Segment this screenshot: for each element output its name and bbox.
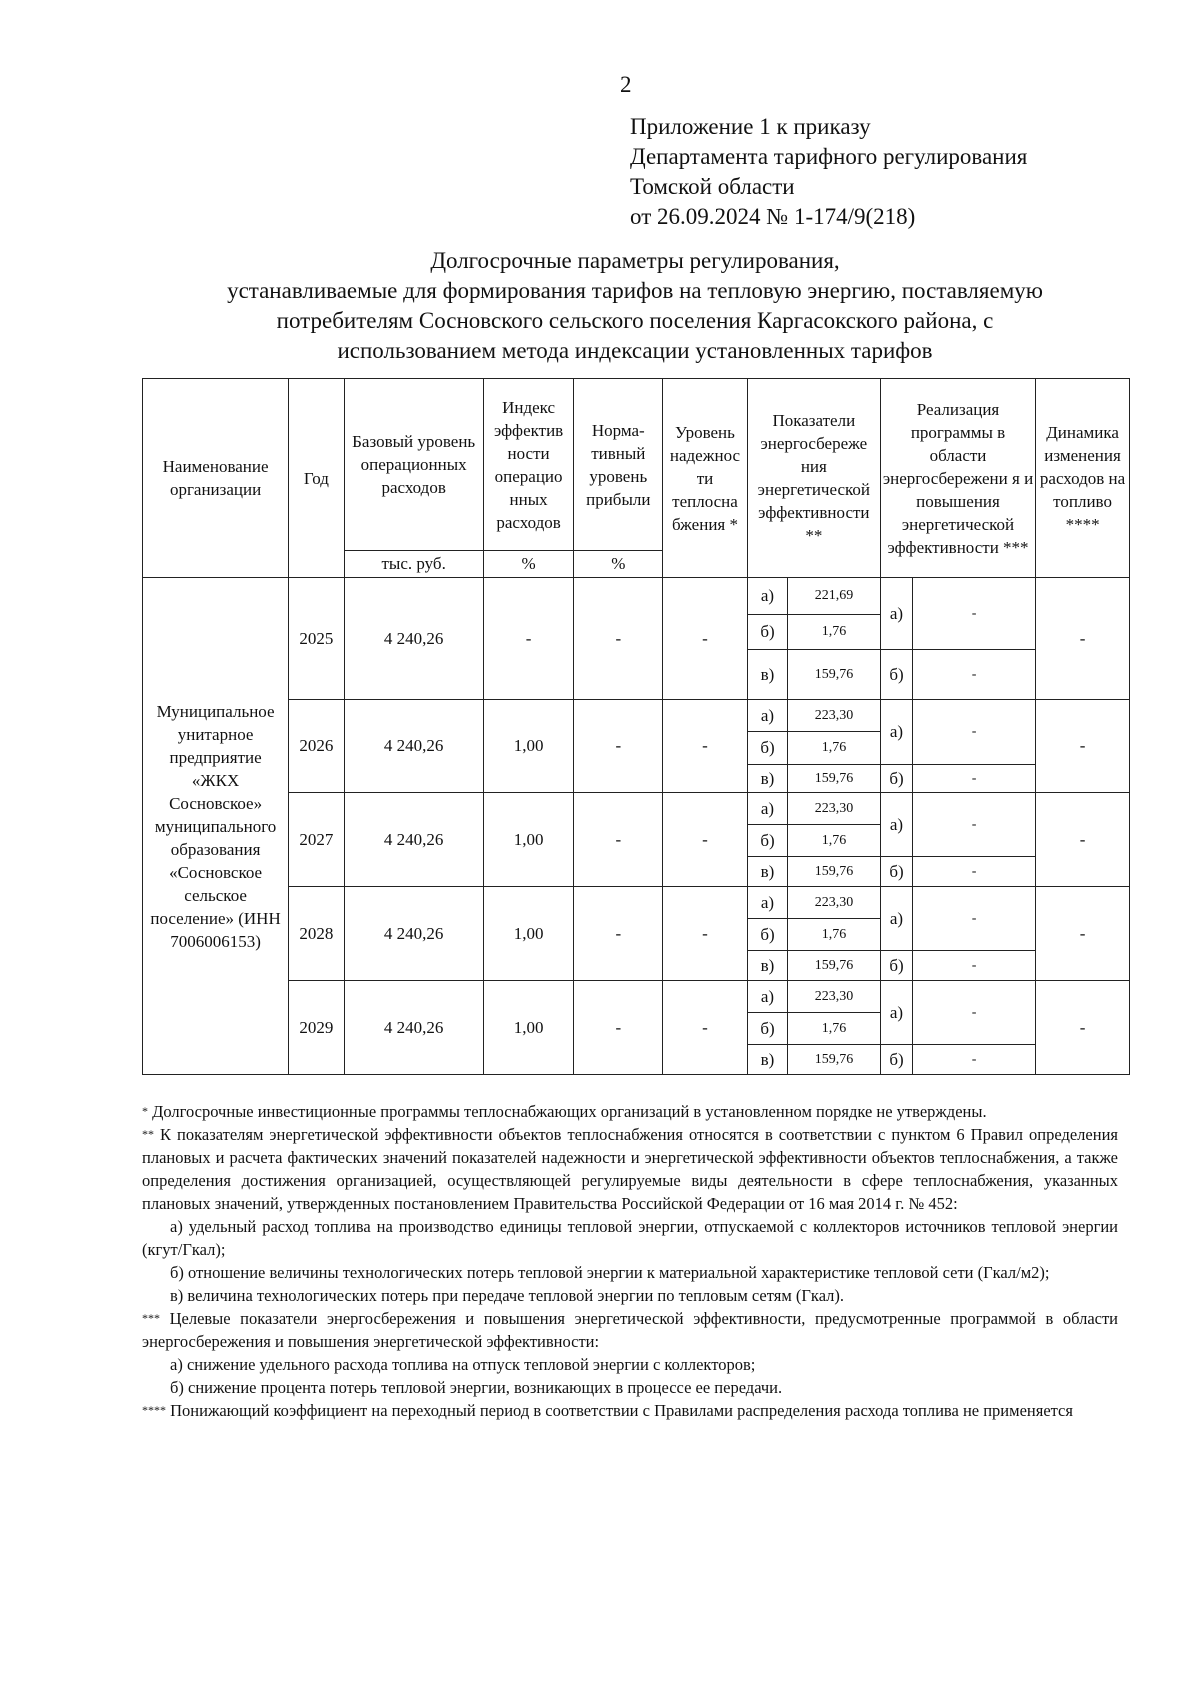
fuel-dynamics-cell: - — [1036, 700, 1130, 793]
program-label: б) — [880, 765, 912, 793]
program-value: - — [913, 578, 1036, 650]
footnote-text: Долгосрочные инвестиционные программы теплоснабжающих организаций в установленном порядке не утверждены. — [152, 1102, 987, 1121]
indicator-value: 159,76 — [788, 951, 881, 981]
fuel-dynamics-cell: - — [1036, 981, 1130, 1075]
profit-cell: - — [574, 981, 663, 1075]
footnote-3 — [142, 1307, 1118, 1353]
indicator-label: а) — [747, 793, 787, 825]
indicator-label: а) — [747, 981, 787, 1013]
indicator-label: в) — [747, 951, 787, 981]
footnote-2a: а) удельный расход топлива на производство единицы тепловой энергии, отпускаемой с коллекторов источников тепловой энергии (кгут/Гкал); — [142, 1217, 1118, 1259]
program-value: - — [913, 857, 1036, 887]
program-value: - — [913, 650, 1036, 700]
header-org: Наименование организации — [143, 379, 289, 578]
fuel-dynamics-cell: - — [1036, 793, 1130, 887]
document-title — [140, 246, 1130, 366]
footnote-text: Понижающий коэффициент на переходный период в соответствии с Правилами распределения расхода топлива не применяется — [170, 1401, 1073, 1420]
footnotes — [142, 1100, 1118, 1422]
appendix-line: Департамента тарифного регулирования — [630, 144, 1028, 169]
indicator-label: а) — [747, 887, 787, 919]
appendix-line: Томской области — [630, 174, 795, 199]
footnote-2c: в) величина технологических потерь при передаче тепловой энергии по тепловым сетям (Гкал). — [170, 1286, 845, 1305]
footnote-mark: *** — [142, 1311, 160, 1325]
table-row — [143, 700, 1130, 732]
indicator-value: 221,69 — [788, 578, 881, 615]
footnote-1 — [142, 1100, 1118, 1123]
indicator-label: в) — [747, 1045, 787, 1075]
header-year: Год — [289, 379, 344, 578]
header-profit-level: Норма-тивный уровень прибыли — [574, 379, 663, 551]
regulation-parameters-table — [142, 378, 1130, 1075]
year-cell: 2029 — [289, 981, 344, 1075]
reliability-cell: - — [663, 578, 748, 700]
header-reliability: Уровень надежнос ти теплосна бжения * — [663, 379, 748, 578]
program-value: - — [913, 887, 1036, 951]
indicator-value: 159,76 — [788, 857, 881, 887]
indicator-value: 1,76 — [788, 919, 881, 951]
program-value: - — [913, 981, 1036, 1045]
efficiency-index-cell: 1,00 — [483, 700, 574, 793]
unit-profit: % — [574, 551, 663, 578]
footnote-4 — [142, 1399, 1118, 1422]
unit-index: % — [483, 551, 574, 578]
fuel-dynamics-cell: - — [1036, 578, 1130, 700]
header-row — [143, 379, 1130, 551]
indicator-label: в) — [747, 650, 787, 700]
program-label: а) — [880, 793, 912, 857]
indicator-label: б) — [747, 1013, 787, 1045]
unit-base: тыс. руб. — [344, 551, 483, 578]
indicator-value: 223,30 — [788, 981, 881, 1013]
table-row — [143, 981, 1130, 1013]
footnote-2 — [142, 1123, 1118, 1215]
indicator-label: б) — [747, 732, 787, 765]
program-label: а) — [880, 887, 912, 951]
header-efficiency-index: Индекс эффектив ности операцио нных расходов — [483, 379, 574, 551]
profit-cell: - — [574, 887, 663, 981]
program-value: - — [913, 951, 1036, 981]
base-level-cell: 4 240,26 — [344, 981, 483, 1075]
header-base-level: Базовый уровень операционных расходов — [344, 379, 483, 551]
header-fuel-dynamics: Динамика изменения расходов на топливо **** — [1036, 379, 1130, 578]
program-value: - — [913, 1045, 1036, 1075]
indicator-value: 1,76 — [788, 615, 881, 650]
indicator-value: 159,76 — [788, 650, 881, 700]
title-line: Долгосрочные параметры регулирования, — [430, 248, 840, 273]
table-row — [143, 887, 1130, 919]
year-cell: 2026 — [289, 700, 344, 793]
base-level-cell: 4 240,26 — [344, 793, 483, 887]
appendix-line: Приложение 1 к приказу — [630, 114, 871, 139]
program-label: б) — [880, 650, 912, 700]
year-cell: 2027 — [289, 793, 344, 887]
program-label: а) — [880, 700, 912, 765]
indicator-value: 223,30 — [788, 700, 881, 732]
header-energy-indicators: Показатели энергосбереже ния энергетической эффективности ** — [747, 379, 880, 578]
reliability-cell: - — [663, 887, 748, 981]
table-row — [143, 578, 1130, 615]
header-energy-program: Реализация программы в области энергосбережени я и повышения энергетической эффективности *** — [880, 379, 1035, 578]
program-label: а) — [880, 981, 912, 1045]
program-label: б) — [880, 951, 912, 981]
footnote-mark: * — [142, 1104, 148, 1118]
indicator-label: б) — [747, 825, 787, 857]
footnote-text: К показателям энергетической эффективности объектов теплоснабжения относятся в соответствии с пунктом 6 Правил определения плановых и расчета фактических значений показателей надежности и энергетической эффективности объектов теплоснабжения, а также определения достижения организацией, осуществляющей регулируемые виды деятельности в сфере теплоснабжения, указанных плановых значений, утвержденных постановлением Правительства Российской Федерации от 16 мая 2014 г. № 452: — [142, 1125, 1118, 1213]
profit-cell: - — [574, 578, 663, 700]
indicator-value: 159,76 — [788, 1045, 881, 1075]
indicator-label: а) — [747, 578, 787, 615]
base-level-cell: 4 240,26 — [344, 700, 483, 793]
title-line: устанавливаемые для формирования тарифов на тепловую энергию, поставляемую — [227, 278, 1043, 303]
appendix-block — [630, 112, 1027, 232]
program-value: - — [913, 765, 1036, 793]
profit-cell: - — [574, 793, 663, 887]
title-line: использованием метода индексации установленных тарифов — [337, 338, 933, 363]
year-cell: 2025 — [289, 578, 344, 700]
indicator-value: 1,76 — [788, 825, 881, 857]
year-cell: 2028 — [289, 887, 344, 981]
table-row — [143, 793, 1130, 825]
title-line: потребителям Сосновского сельского поселения Каргасокского района, с — [276, 308, 994, 333]
footnote-2b: б) отношение величины технологических потерь тепловой энергии к материальной характеристике тепловой сети (Гкал/м2); — [170, 1263, 1050, 1282]
footnote-3a: а) снижение удельного расхода топлива на отпуск тепловой энергии с коллекторов; — [170, 1355, 756, 1374]
program-label: б) — [880, 857, 912, 887]
profit-cell: - — [574, 700, 663, 793]
footnote-mark: ** — [142, 1127, 154, 1141]
reliability-cell: - — [663, 793, 748, 887]
efficiency-index-cell: 1,00 — [483, 793, 574, 887]
base-level-cell: 4 240,26 — [344, 887, 483, 981]
indicator-label: а) — [747, 700, 787, 732]
footnote-3b: б) снижение процента потерь тепловой энергии, возникающих в процессе ее передачи. — [170, 1378, 783, 1397]
indicator-value: 1,76 — [788, 1013, 881, 1045]
indicator-label: б) — [747, 615, 787, 650]
org-name-cell: Муниципальное унитарное предприятие «ЖКХ Сосновское» муниципального образования «Сосновское сельское поселение» (ИНН 7006006153) — [143, 578, 289, 1075]
efficiency-index-cell: - — [483, 578, 574, 700]
base-level-cell: 4 240,26 — [344, 578, 483, 700]
indicator-value: 1,76 — [788, 732, 881, 765]
efficiency-index-cell: 1,00 — [483, 981, 574, 1075]
indicator-value: 223,30 — [788, 887, 881, 919]
program-value: - — [913, 793, 1036, 857]
indicator-label: б) — [747, 919, 787, 951]
appendix-order-number: от 26.09.2024 № 1-174/9(218) — [630, 204, 916, 229]
footnote-mark: **** — [142, 1403, 166, 1417]
program-label: а) — [880, 578, 912, 650]
program-value: - — [913, 700, 1036, 765]
page-number: 2 — [620, 72, 632, 97]
indicator-value: 223,30 — [788, 793, 881, 825]
footnote-text: Целевые показатели энергосбережения и повышения энергетической эффективности, предусмотренные программой в области энергосбережения и повышения энергетической эффективности: — [142, 1309, 1119, 1351]
program-label: б) — [880, 1045, 912, 1075]
reliability-cell: - — [663, 700, 748, 793]
indicator-label: в) — [747, 857, 787, 887]
indicator-label: в) — [747, 765, 787, 793]
indicator-value: 159,76 — [788, 765, 881, 793]
fuel-dynamics-cell: - — [1036, 887, 1130, 981]
reliability-cell: - — [663, 981, 748, 1075]
efficiency-index-cell: 1,00 — [483, 887, 574, 981]
